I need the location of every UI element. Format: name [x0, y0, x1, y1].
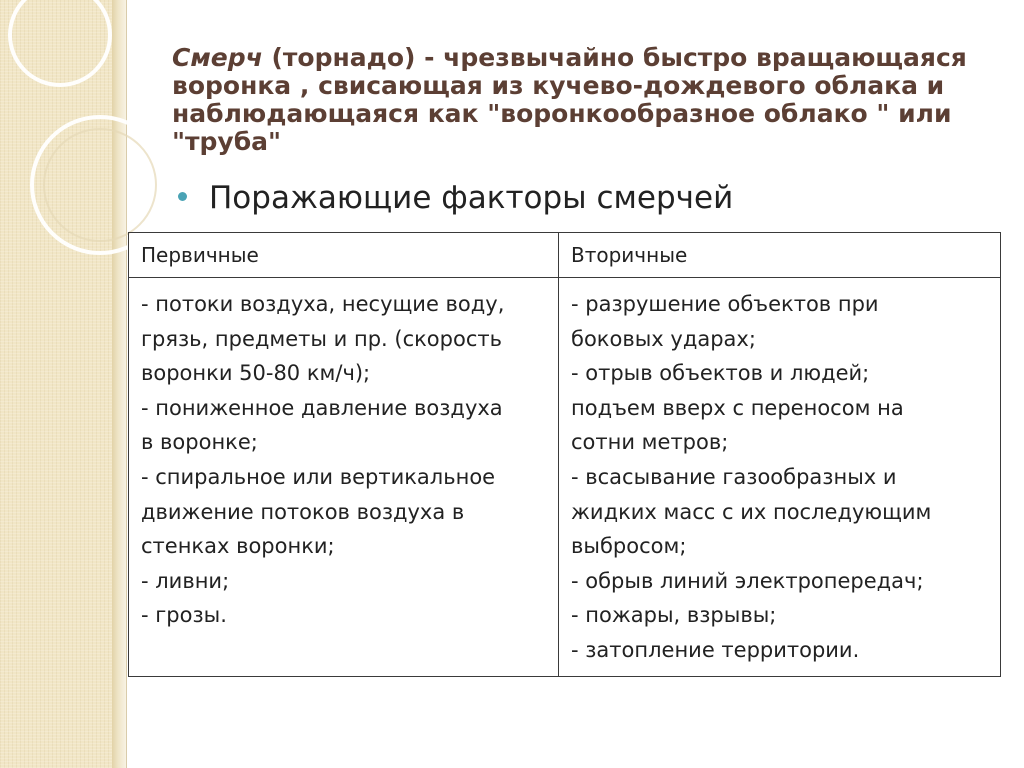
- secondary-line: жидких масс с их последующим: [571, 499, 932, 524]
- secondary-line: - разрушение объектов при: [571, 292, 879, 316]
- secondary-line: - пожары, взрывы;: [571, 603, 777, 628]
- secondary-line: - затопление территории.: [571, 637, 860, 662]
- title-definition: - чрезвычайно быстро вращающаяся воронка , свисающая из кучево-дождевого облака и наблюдающаяся как "воронкообразное облако " или "труба": [172, 43, 967, 156]
- bullet-dot-icon: [178, 192, 187, 201]
- header-secondary: Вторичные: [559, 233, 1001, 278]
- secondary-line: - отрыв объектов и людей;: [571, 361, 870, 386]
- primary-factors-cell: [129, 278, 559, 677]
- title-term: [172, 43, 415, 72]
- bullet-text: Поражающие факторы смерчей: [209, 180, 734, 216]
- primary-line: в воронке;: [141, 430, 258, 455]
- primary-line: - потоки воздуха, несущие воду,: [141, 292, 505, 316]
- primary-line: - грозы.: [141, 603, 227, 628]
- primary-line: стенках воронки;: [141, 534, 335, 559]
- header-primary: Первичные: [129, 233, 559, 278]
- decorative-ring-inner: [44, 129, 156, 241]
- slide-title: [172, 44, 1002, 156]
- factors-table: [128, 232, 1001, 677]
- primary-line: воронки 50-80 км/ч);: [141, 361, 371, 386]
- secondary-line: - всасывание газообразных и: [571, 464, 897, 489]
- secondary-factors-cell: [559, 278, 1001, 677]
- primary-line: - ливни;: [141, 568, 230, 593]
- primary-line: движение потоков воздуха в: [141, 499, 465, 524]
- primary-line: - пониженное давление воздуха: [141, 395, 503, 420]
- title-term-alt: (торнадо): [262, 43, 416, 72]
- primary-line: - спиральное или вертикальное: [141, 464, 496, 489]
- secondary-line: подъем вверх с переносом на: [571, 395, 904, 420]
- decorative-ring-top: [10, 0, 110, 85]
- table-row: [129, 278, 1001, 677]
- table-header-row: [129, 233, 1001, 278]
- bullet-item: [178, 178, 733, 218]
- secondary-line: боковых ударах;: [571, 326, 756, 351]
- primary-line: грязь, предметы и пр. (скорость: [141, 326, 502, 351]
- title-term-main: Смерч: [172, 43, 263, 72]
- secondary-line: выбросом;: [571, 534, 687, 559]
- secondary-line: - обрыв линий электропередач;: [571, 568, 924, 593]
- secondary-line: сотни метров;: [571, 430, 729, 455]
